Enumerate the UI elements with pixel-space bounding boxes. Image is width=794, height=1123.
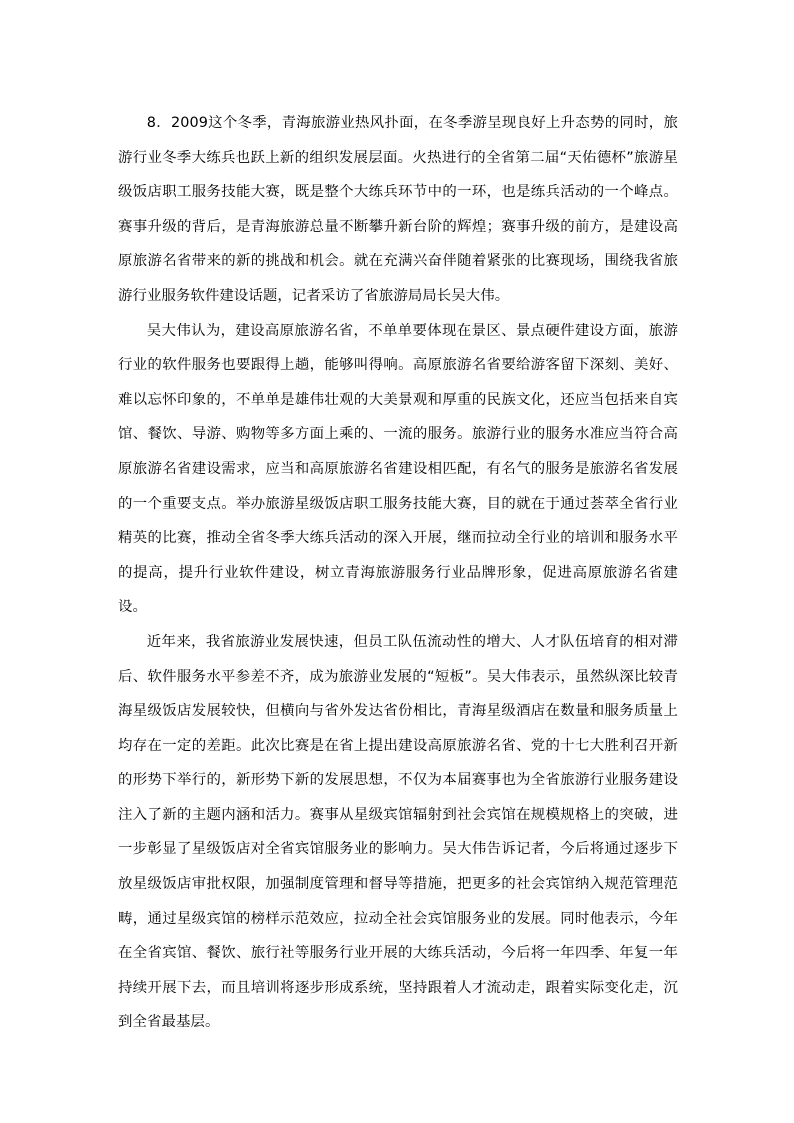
paragraph-development: 近年来，我省旅游业发展快速，但员工队伍流动性的增大、人才队伍培育的相对滞后、软件服务水平参差不齐，成为旅游业发展的“短板”。吴大伟表示，虽然纵深比较青海星级饭店发展较快，但横向与省外发达省份相比，青海星级酒店在数量和服务质量上均存在一定的差距。此次比赛是在省上提出建设高原旅游名省、党的十七大胜利召开新的形势下举行的，新形势下新的发展思想，不仅为本届赛事也为全省旅游行业服务建设注入了新的主题内涵和活力。赛事从星级宾馆辐射到社会宾馆在规模规格上的突破，进一步彰显了星级饭店对全省宾馆服务业的影响力。吴大伟告诉记者，今后将通过逐步下放星级饭店审批权限，加强制度管理和督导等措施，把更多的社会宾馆纳入规范管理范畴，通过星级宾馆的榜样示范效应，拉动全社会宾馆服务业的发展。同时他表示，今年在全省宾馆、餐饮、旅行社等服务行业开展的大练兵活动，今后将一年四季、年复一年持续开展下去，而且培训将逐步形成系统，坚持跟着人才流动走，跟着实际变化走，沉到全省最基层。 xyxy=(118,633,678,1031)
paragraph-wu-dawei-view: 吴大伟认为，建设高原旅游名省，不单单要体现在景区、景点硬件建设方面，旅游行业的软件服务也要跟得上趟，能够叫得响。高原旅游名省要给游客留下深刻、美好、难以忘怀印象的，不单单是雄伟壮观的大美景观和厚重的民族文化，还应当包括来自宾馆、餐饮、导游、购物等多方面上乘的、一流的服务。旅游行业的服务水准应当符合高原旅游名省建设需求，应当和高原旅游名省建设相匹配，有名气的服务是旅游名省发展的一个重要支点。举办旅游星级饭店职工服务技能大赛，目的就在于通过荟萃全省行业精英的比赛，推动全省冬季大练兵活动的深入开展，继而拉动全行业的培训和服务水平的提高，提升行业软件建设，树立青海旅游服务行业品牌形象，促进高原旅游名省建设。 xyxy=(118,322,678,616)
document-body xyxy=(118,106,678,1040)
paragraph-intro: 8．2009这个冬季，青海旅游业热风扑面，在冬季游呈现良好上升态势的同时，旅游行业冬季大练兵也跃上新的组织发展层面。火热进行的全省第二届“天佑德杯”旅游星级饭店职工服务技能大赛，既是整个大练兵环节中的一环，也是练兵活动的一个峰点。赛事升级的背后，是青海旅游总量不断攀升新台阶的辉煌；赛事升级的前方，是建设高原旅游名省带来的新的挑战和机会。就在充满兴奋伴随着紧张的比赛现场，围绕我省旅游行业服务软件建设话题，记者采访了省旅游局局长吴大伟。 xyxy=(118,115,678,304)
